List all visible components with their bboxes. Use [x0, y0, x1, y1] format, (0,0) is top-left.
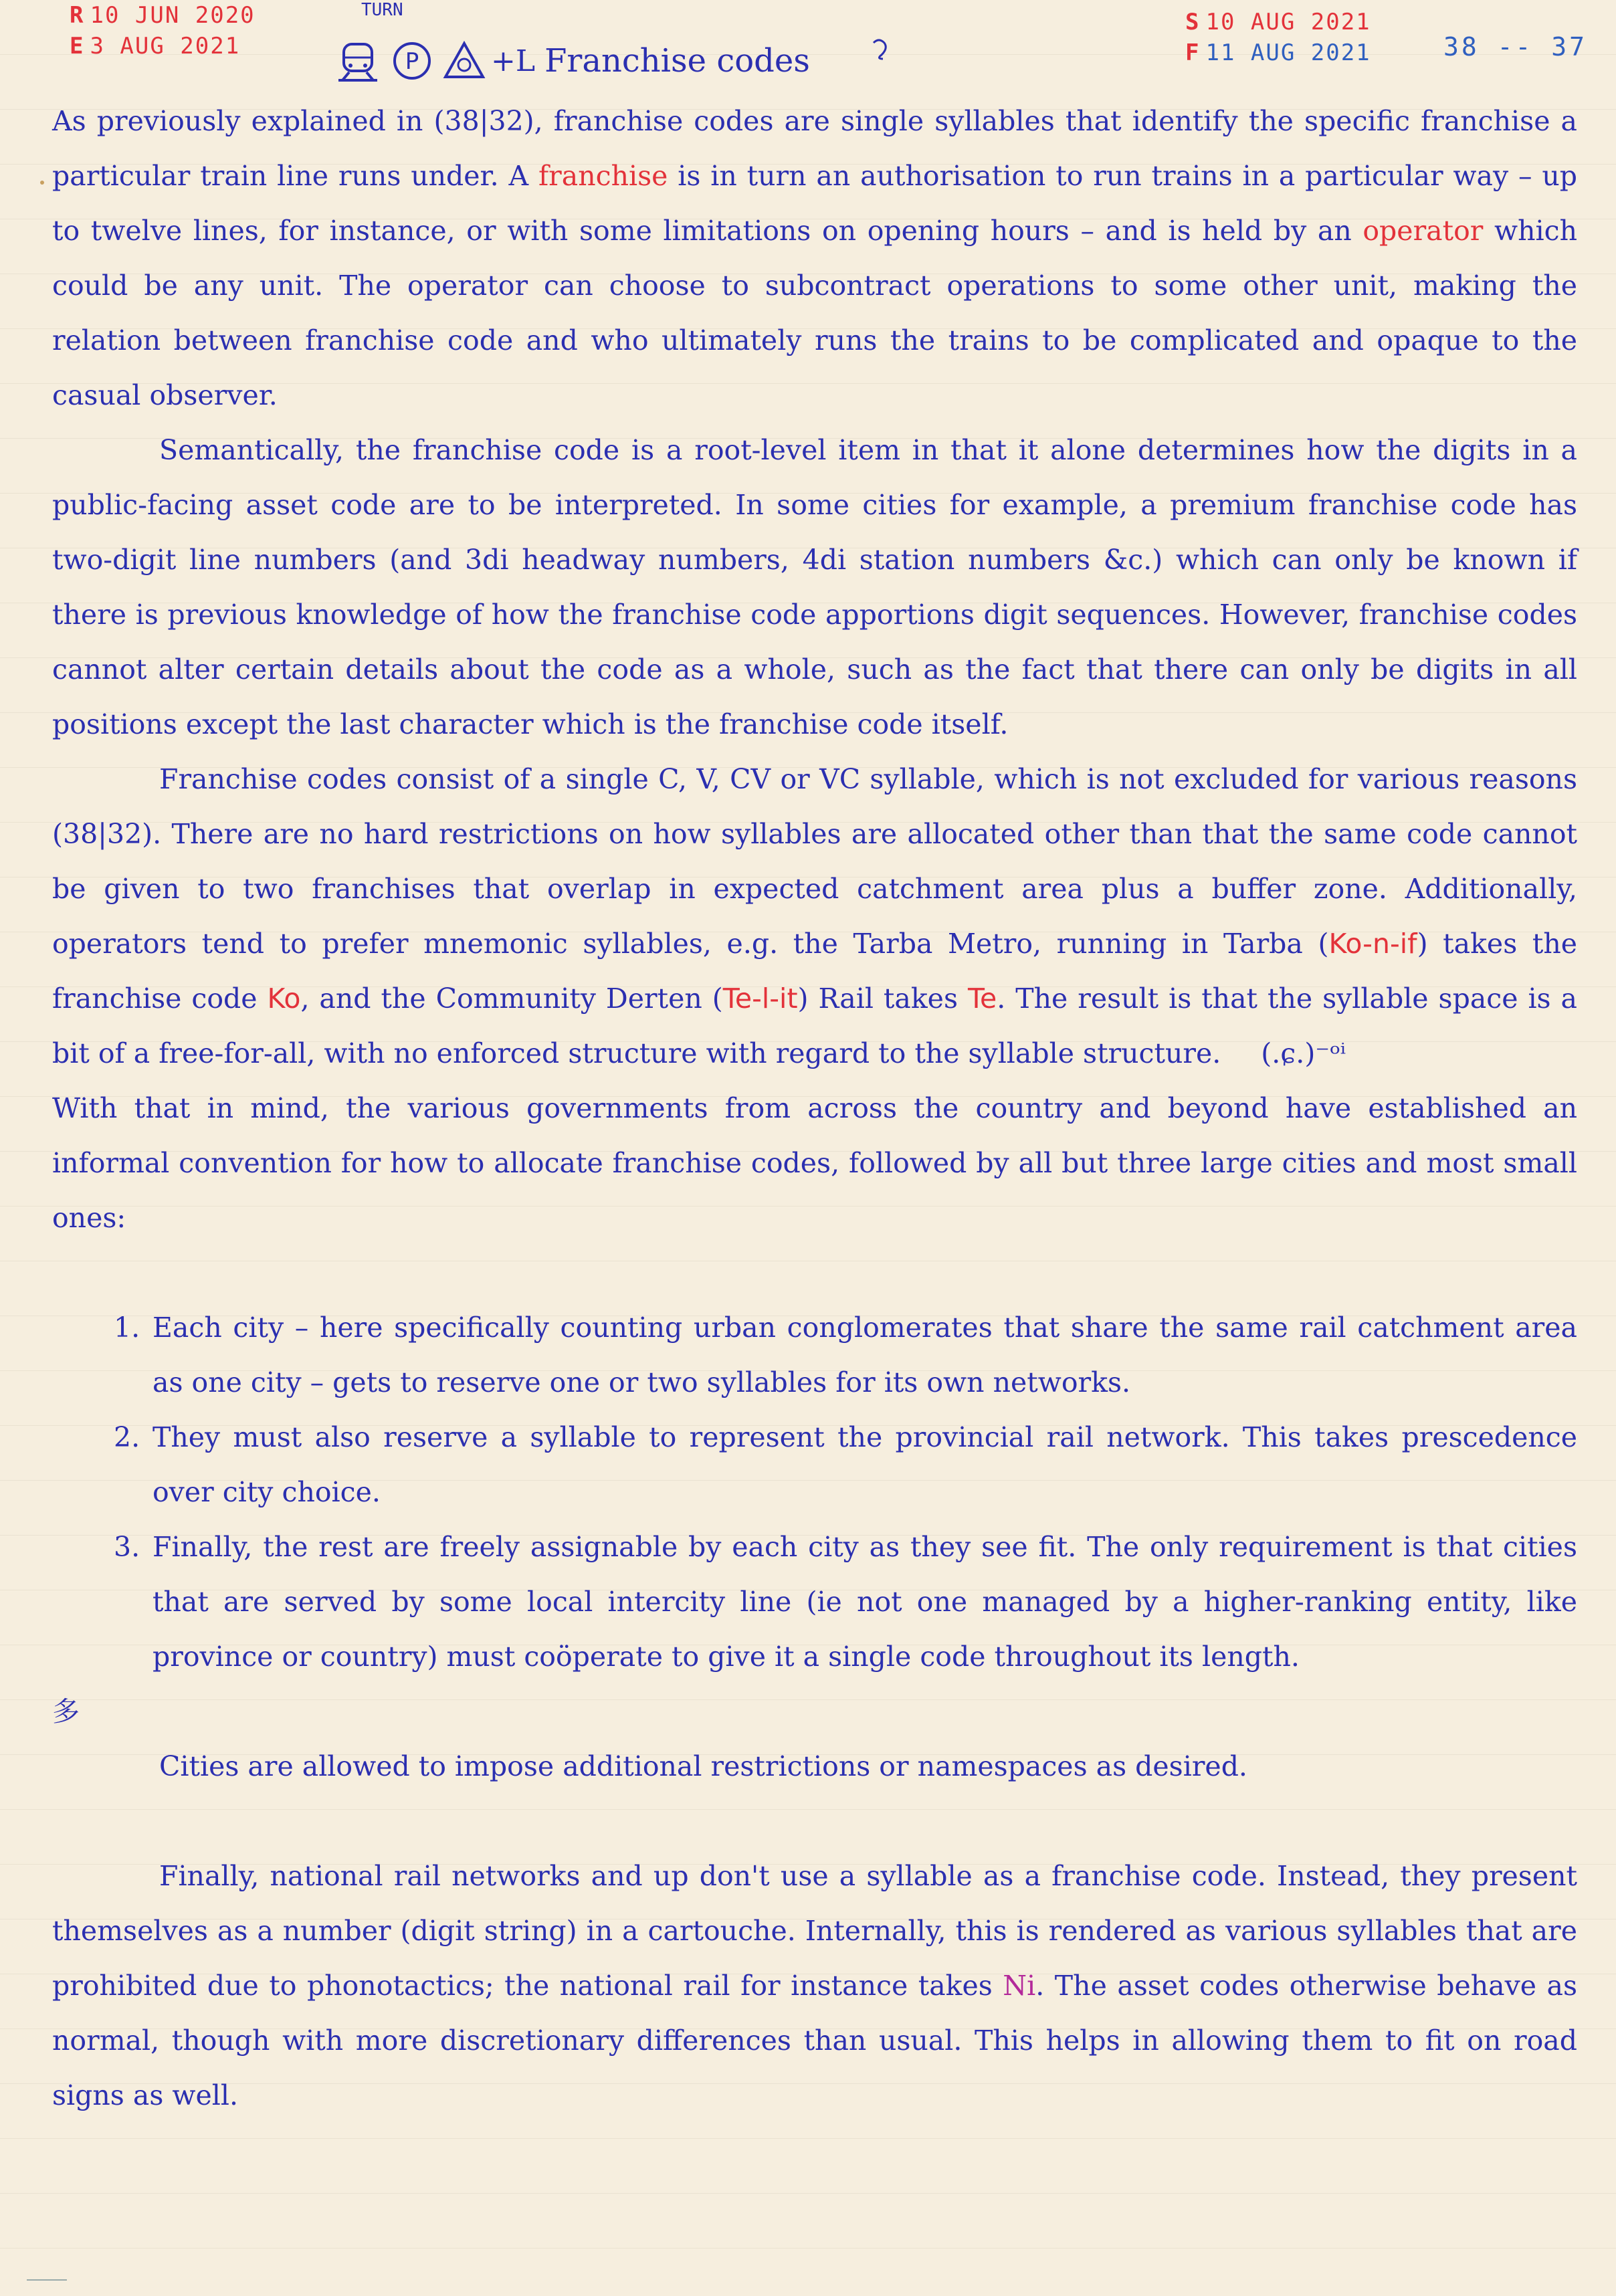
signal-icon: [443, 39, 486, 82]
p-glyph: P: [405, 48, 419, 75]
filed-stamp: F 11 AUG 2021: [1185, 39, 1371, 66]
turn-label: TURN: [361, 0, 403, 20]
page-title: Franchise codes: [544, 42, 810, 80]
paragraph-5: Cities are allowed to impose additional restrictions or namespaces as desired.: [159, 1750, 1247, 1782]
term-operator: operator: [1362, 215, 1484, 247]
right-date-stamp: [1185, 7, 1371, 68]
paragraph-3: Franchise codes consist of a single C, V, CV or VC syllable, which is not excluded for various reasons (38|32). There are no hard restrictions on how syllables are allocated other than that the same code cannot be given to two franchises that overlap in expected catchment area plus a buffer zone. Additionally, operators tend to prefer mnemonic syllables, e.g. the Tarba Metro, running in Tarba (Ko-n-if) takes the franchise code Ko, and the Community Derten (Te-l-it) Rail takes Te. The result is that the syllable space is a bit of a free-for-all, with no enforced structure with regard to the syllable structure. (.ɕ.)⁻ᵒⁱ: [52, 763, 1578, 1069]
list-item: 2. They must also reserve a syllable to represent the provincial rail network. This takes prescedence over city choice.: [114, 1421, 1577, 1508]
paragraph-1: As previously explained in (38|32), franchise codes are single syllables that identify the specific franchise a particular train line runs under. A franchise is in turn an authorisation to run trains in a particular way – up to twelve lines, for instance, or with some limitations on opening hours – and is held by an operator which could be any unit. The operator can choose to subcontract operations to some other unit, making the relation between franchise code and who ultimately runs the trains to be complicated and opaque to the casual observer.: [52, 105, 1577, 411]
edited-stamp: E 3 AUG 2021: [70, 33, 241, 60]
convention-list: [52, 1300, 1577, 1684]
squiggle-mark-icon: [870, 35, 896, 62]
page-number: 38 -- 37: [1443, 32, 1588, 62]
code-te: Te: [967, 982, 997, 1015]
sent-stamp: S 10 AUG 2021: [1185, 9, 1371, 35]
bottom-rule: [27, 2279, 67, 2281]
train-icon: [334, 37, 381, 84]
code-ni: Ni: [1003, 1970, 1036, 2002]
derten-code: Te-l-it: [722, 982, 798, 1015]
list-item: 3. Finally, the rest are freely assignable by each city as they see fit. The only requirement is that cities that are served by some local intercity line (ie not one managed by a higher-ranking entity, like province or country) must coöperate to give it a single code throughout its length.: [114, 1531, 1577, 1673]
left-date-stamp: [70, 0, 256, 62]
received-stamp: R 10 JUN 2020: [70, 2, 256, 29]
margin-dot: [40, 181, 44, 185]
list-item: 1. Each city – here specifically counting urban conglomerates that share the same rail catchment area as one city – gets to reserve one or two syllables for its own networks.: [114, 1312, 1577, 1398]
page-heading: [334, 37, 810, 84]
margin-note: (.ɕ.)⁻ᵒⁱ: [1261, 1037, 1346, 1069]
tarba-code: Ko-n-if: [1328, 928, 1417, 960]
heading-suffix: +L: [491, 43, 536, 78]
handwritten-body: [52, 94, 1577, 2123]
code-ko: Ko: [267, 982, 301, 1015]
paragraph-6: Finally, national rail networks and up don't use a syllable as a franchise code. Instead, they present themselves as a number (digit string) in a cartouche. Internally, this is rendered as various syllables that are prohibited due to phonotactics; the national rail for instance takes Ni. The asset codes otherwise behave as normal, though with more discretionary differences than usual. This helps in allowing them to fit on road signs as well.: [52, 1860, 1577, 2111]
blank-line: [52, 1794, 1577, 1849]
term-franchise: franchise: [538, 160, 668, 192]
han-character-mark: 多: [52, 1695, 80, 1728]
paragraph-2: Semantically, the franchise code is a root-level item in that it alone determines how the digits in a public-facing asset code are to be interpreted. In some cities for example, a premium franchise code has two-digit line numbers (and 3di headway numbers, 4di station numbers &c.) which can only be known if there is previous knowledge of how the franchise code apportions digit sequences. However, franchise codes cannot alter certain details about the code as a whole, such as the fact that there can only be digits in all positions except the last character which is the franchise code itself.: [52, 434, 1577, 740]
paragraph-4: With that in mind, the various governments from across the country and beyond have established an informal convention for how to allocate franchise codes, followed by all but three large cities and most small ones:: [52, 1092, 1577, 1234]
p-circle-icon: [391, 39, 433, 82]
